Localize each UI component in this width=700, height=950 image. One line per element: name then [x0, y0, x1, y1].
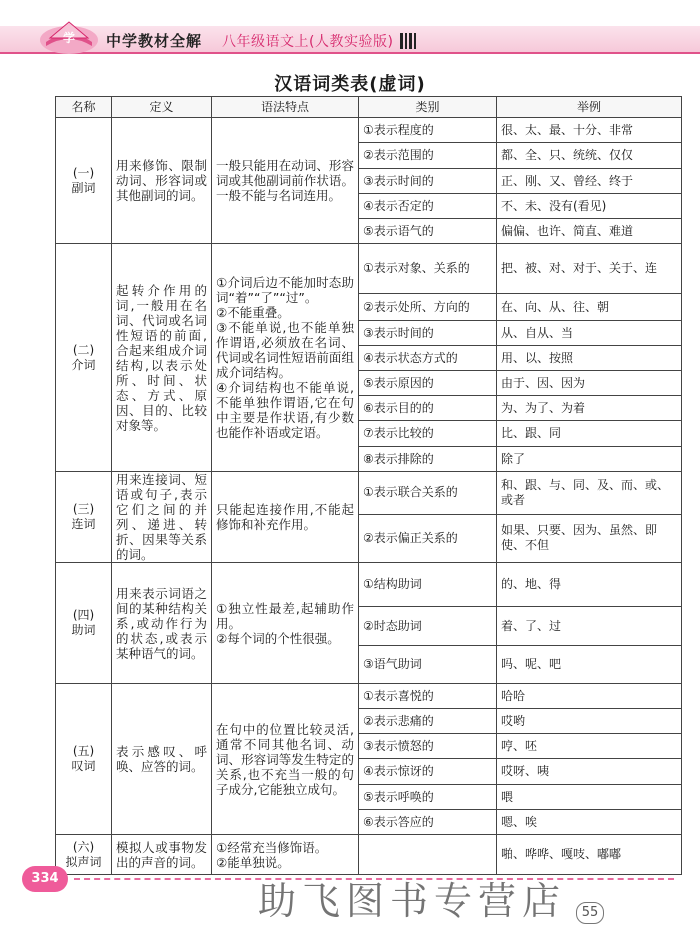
example-cell: 喂	[497, 785, 682, 810]
grammar-point: ②不能重叠。	[216, 305, 290, 320]
definition-cell: 表示感叹、呼唤、应答的词。	[112, 684, 212, 835]
page-footer	[0, 856, 700, 950]
table-row	[56, 684, 682, 709]
word-class-name-line: 介词	[71, 357, 96, 372]
grammar-point: ③不能单说,也不能单独作谓语,必须放在名词、代词或名词性短语前面组成介词结构。	[216, 320, 354, 380]
category-cell: ⑤表示原因的	[359, 371, 497, 396]
category-cell: ①表示喜悦的	[359, 684, 497, 709]
word-class-name-line: (五)	[72, 744, 95, 758]
category-cell: ③语气助词	[359, 646, 497, 684]
example-cell: 从、自从、当	[497, 321, 682, 346]
example-cell: 偏偏、也许、简直、难道	[497, 219, 682, 244]
example-cell: 不、未、没有(看见)	[497, 194, 682, 219]
category-cell: ⑤表示呼唤的	[359, 785, 497, 810]
word-class-name-line: (二)	[72, 342, 95, 357]
category-cell: ①表示联合关系的	[359, 472, 497, 515]
example-cell: 哎哟	[497, 709, 682, 734]
definition-cell: 用来连接词、短语或句子,表示它们之间的并列、递进、转折、因果等关系的词。	[112, 472, 212, 563]
example-cell: 哎呀、咦	[497, 759, 682, 785]
page-mark: 55	[576, 902, 604, 924]
category-cell: ②表示处所、方向的	[359, 294, 497, 321]
category-cell: ②表示范围的	[359, 143, 497, 169]
table-title: 汉语词类表(虚词)	[274, 74, 426, 95]
category-cell: ③表示愤怒的	[359, 734, 497, 759]
word-class-name	[56, 472, 112, 563]
example-cell: 正、刚、又、曾经、终于	[497, 169, 682, 194]
grammar-cell	[212, 118, 359, 244]
category-cell: ④表示惊讶的	[359, 759, 497, 785]
category-cell: ③表示时间的	[359, 169, 497, 194]
definition-cell: 用来表示词语之间的某种结构关系,或动作行为的状态,或表示某种语气的词。	[112, 563, 212, 684]
category-cell: ④表示状态方式的	[359, 346, 497, 371]
category-cell: ⑥表示答应的	[359, 810, 497, 835]
header-grammar: 语法特点	[212, 97, 359, 118]
definition-cell: 用来修饰、限制动词、形容词或其他副词的词。	[112, 118, 212, 244]
example-cell: 嗯、唉	[497, 810, 682, 835]
category-cell: ②表示悲痛的	[359, 709, 497, 734]
category-cell: ①结构助词	[359, 563, 497, 607]
example-cell: 和、跟、与、同、及、而、或、或者	[497, 472, 682, 515]
word-class-name	[56, 118, 112, 244]
category-cell: ⑤表示语气的	[359, 219, 497, 244]
grammar-point: ④介词结构也不能单说,不能单独作谓语,它在句中主要是作状语,有少数也能作补语或定语。	[216, 380, 354, 440]
grammar-point: 在句中的位置比较灵活,通常不同其他名词、动词、形容词等发生特定的关系,也不充当一般的句子成分,它能独立成句。	[216, 721, 354, 797]
definition-cell: 模拟人或事物发出的声音的词。	[112, 835, 212, 875]
grammar-cell	[212, 472, 359, 563]
word-class-name	[56, 563, 112, 684]
header-example: 举例	[497, 97, 682, 118]
word-class-name-line: 连词	[71, 517, 96, 531]
header-name: 名称	[56, 97, 112, 118]
example-cell: 很、太、最、十分、非常	[497, 118, 682, 143]
category-cell: ①表示对象、关系的	[359, 244, 497, 294]
example-cell: 吗、呢、吧	[497, 646, 682, 684]
word-class-name-line: (六)	[72, 839, 95, 854]
word-class-name-line: (一)	[72, 165, 95, 180]
example-cell: 在、向、从、往、朝	[497, 294, 682, 321]
grammar-point: ②每个词的个性很强。	[216, 630, 340, 646]
table-row	[56, 563, 682, 607]
grammar-point: 只能起连接作用,不能起修饰和补充作用。	[216, 502, 354, 532]
category-cell: ③表示时间的	[359, 321, 497, 346]
example-cell: 为、为了、为着	[497, 396, 682, 421]
table-row	[56, 472, 682, 515]
grammar-point: ①介词后边不能加时态助词“着”“了”“过”。	[216, 275, 354, 305]
category-cell: ①表示程度的	[359, 118, 497, 143]
definition-cell: 起转介作用的词,一般用在名词、代词或名词性短语的前面,合起来组成介词结构,以表示处所、时间、状态、方式、原因、目的、比较对象等。	[112, 244, 212, 472]
example-cell: 的、地、得	[497, 563, 682, 607]
word-class-name	[56, 244, 112, 472]
example-cell: 都、全、只、统统、仅仅	[497, 143, 682, 169]
barcode-icon	[400, 33, 416, 49]
word-class-name-line: 助词	[71, 623, 96, 637]
grammar-cell	[212, 684, 359, 835]
example-cell: 由于、因、因为	[497, 371, 682, 396]
table-body	[56, 118, 682, 875]
word-class-name-line: 叹词	[71, 759, 96, 773]
example-cell: 用、以、按照	[497, 346, 682, 371]
category-cell: ②表示偏正关系的	[359, 514, 497, 562]
grammar-point: ②能单独说。	[216, 854, 290, 870]
header-rule	[0, 52, 700, 54]
book-title: 八年级语文上(人教实验版)	[222, 34, 394, 50]
category-cell: ⑦表示比较的	[359, 421, 497, 447]
category-cell: ⑧表示排除的	[359, 447, 497, 472]
grammar-cell	[212, 563, 359, 684]
example-cell: 如果、只要、因为、虽然、即使、不但	[497, 514, 682, 562]
example-cell: 把、被、对、对于、关于、连	[497, 244, 682, 294]
page-number: 334	[22, 866, 68, 892]
word-class-name-line: (四)	[72, 608, 95, 622]
example-cell: 哈哈	[497, 684, 682, 709]
grammar-cell	[212, 244, 359, 472]
grammar-point: ①经常充当修饰语。	[216, 839, 328, 855]
table-header-row	[56, 97, 682, 118]
series-title: 中学教材全解	[106, 32, 203, 50]
book-logo-icon	[38, 12, 100, 56]
shop-watermark: 助飞图书专营店	[258, 879, 567, 923]
grammar-point: ①独立性最差,起辅助作用。	[216, 600, 354, 631]
word-class-name-line: 副词	[71, 180, 96, 195]
example-cell: 除了	[497, 447, 682, 472]
example-cell: 啪、哗哗、嘎吱、嘟嘟	[497, 835, 682, 875]
header-category: 类别	[359, 97, 497, 118]
header-definition: 定义	[112, 97, 212, 118]
category-cell: ⑥表示目的的	[359, 396, 497, 421]
word-class-table	[55, 96, 682, 875]
word-class-name-line: (三)	[72, 502, 95, 516]
word-class-name	[56, 684, 112, 835]
category-cell: ④表示否定的	[359, 194, 497, 219]
example-cell: 着、了、过	[497, 607, 682, 646]
table-row	[56, 244, 682, 294]
example-cell: 比、跟、同	[497, 421, 682, 447]
svg-text:学: 学	[62, 31, 76, 45]
table-row	[56, 118, 682, 143]
word-class-name-line: 拟声词	[65, 854, 102, 869]
page-header	[0, 0, 700, 62]
grammar-point: 一般只能用在动词、形容词或其他副词前作状语。一般不能与名词连用。	[216, 158, 354, 203]
category-cell: ②时态助词	[359, 607, 497, 646]
example-cell: 哼、呸	[497, 734, 682, 759]
